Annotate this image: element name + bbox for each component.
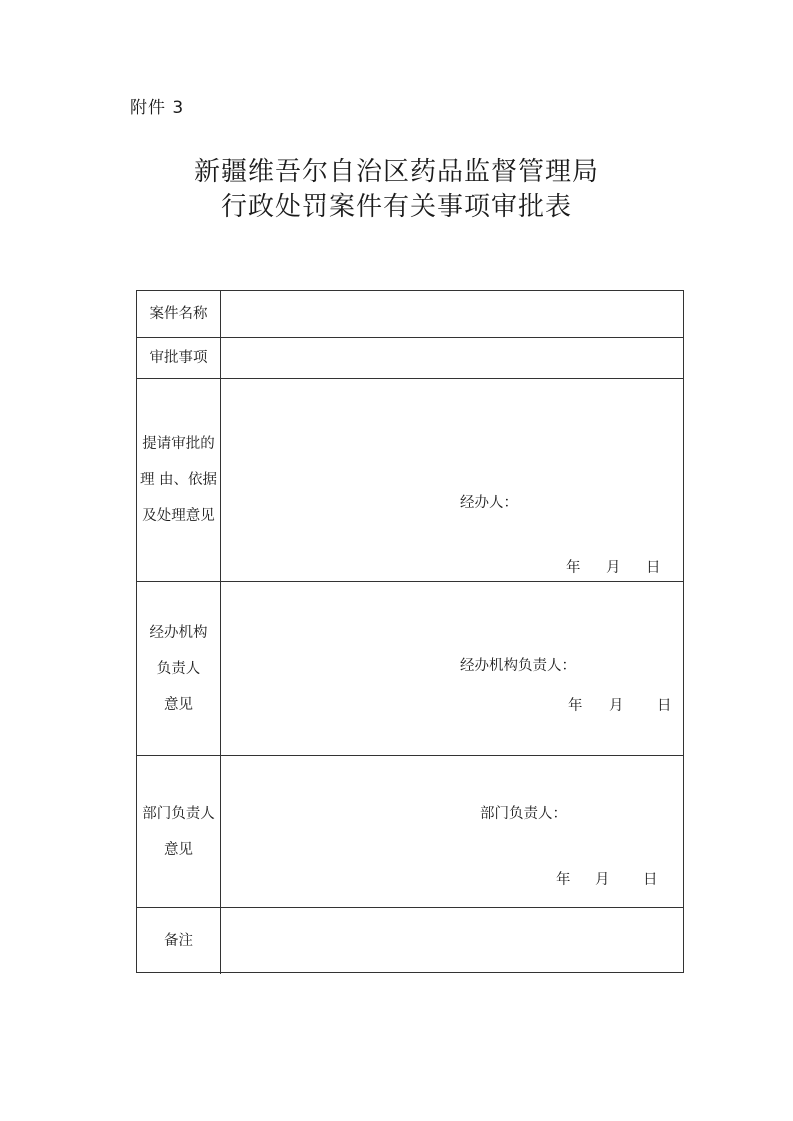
agency-head-date-day: 日 — [657, 698, 672, 714]
row-remarks — [137, 908, 683, 974]
row-agency-head — [137, 582, 683, 756]
reason-field[interactable] — [221, 379, 683, 581]
agency-head-field[interactable] — [221, 582, 683, 755]
document-title-line-1: 新疆维吾尔自治区药品监督管理局 — [193, 157, 599, 187]
dept-head-field[interactable] — [221, 756, 683, 907]
row-reason — [137, 379, 683, 582]
case-name-label: 案件名称 — [149, 306, 208, 322]
agency-head-label-cell — [137, 582, 221, 755]
reason-label-line-1: 提请审批的 — [142, 436, 215, 452]
reason-label-line-2: 理 由、依据 — [139, 472, 218, 488]
case-name-field[interactable] — [221, 291, 683, 337]
approval-item-label-cell — [137, 338, 221, 378]
approval-form-table — [136, 290, 684, 973]
dept-head-date-day: 日 — [643, 872, 658, 888]
agency-head-label-line-2: 负责人 — [156, 660, 201, 677]
row-dept-head — [137, 756, 683, 908]
dept-head-label-cell — [137, 756, 221, 907]
approval-item-label: 审批事项 — [149, 350, 208, 366]
agency-head-date-year: 年 — [568, 698, 583, 714]
approval-item-field[interactable] — [221, 338, 683, 378]
case-name-label-cell — [137, 291, 221, 337]
document-title-line-2: 行政处罚案件有关事项审批表 — [220, 192, 572, 222]
agency-head-label-line-3: 意见 — [164, 696, 193, 713]
agency-head-signature-label: 经办机构负责人： — [460, 658, 576, 674]
reason-date-month: 月 — [606, 560, 621, 576]
handler-signature-label: 经办人： — [460, 495, 518, 511]
reason-label-cell — [137, 379, 221, 581]
agency-head-date-month: 月 — [609, 698, 624, 714]
dept-head-label-line-1: 部门负责人 — [142, 805, 215, 822]
agency-head-label-line-1: 经办机构 — [149, 624, 208, 641]
remarks-field[interactable] — [221, 908, 683, 974]
attachment-label: 附件 3 — [130, 98, 185, 118]
dept-head-date-year: 年 — [556, 872, 571, 888]
remarks-label: 备注 — [164, 933, 193, 949]
reason-label-line-3: 及处理意见 — [142, 508, 215, 524]
remarks-label-cell — [137, 908, 221, 974]
row-approval-item — [137, 338, 683, 379]
dept-head-date-month: 月 — [595, 872, 610, 888]
dept-head-signature-label: 部门负责人： — [480, 806, 567, 822]
row-case-name — [137, 291, 683, 338]
reason-date-day: 日 — [646, 560, 661, 576]
reason-date-year: 年 — [566, 560, 581, 576]
dept-head-label-line-2: 意见 — [164, 841, 193, 858]
